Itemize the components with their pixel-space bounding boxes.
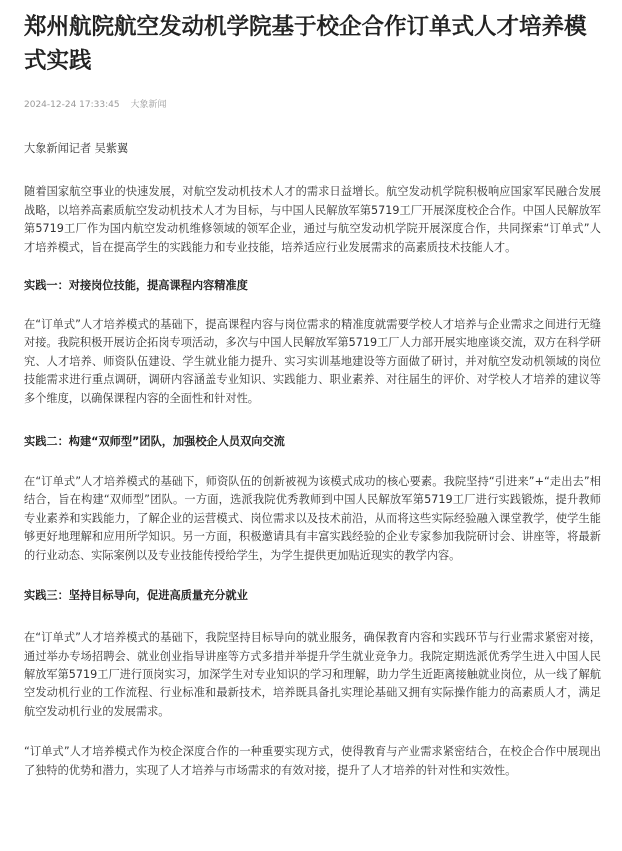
closing-paragraph: “订单式”人才培养模式作为校企深度合作的一种重要实现方式，使得教育与产业需求紧密结合，在校企合作中展现出了独特的优势和潜力，实现了人才培养与市场需求的有效对接，提升了人才培养的针对性和实效性。: [24, 745, 601, 777]
section-heading-2: 实践二：构建“双师型”团队，加强校企人员双向交流: [24, 435, 285, 449]
intro-paragraph: 随着国家航空事业的快速发展，对航空发动机技术人才的需求日益增长。航空发动机学院积极响应国家军民融合发展战略，以培养高素质航空发动机技术人才为目标，与中国人民解放军第5719工厂开展深度校企合作。中国人民解放军第5719工厂作为国内航空发动机维修领域的领军企业，通过与航空发动机学院开展深度合作，共同探索“订单式”人才培养模式，旨在提高学生的实践能力和专业技能，培养适应行业发展需求的高素质技术技能人才。: [24, 185, 601, 254]
section-heading-3: 实践三：坚持目标导向，促进高质量充分就业: [24, 589, 248, 603]
section-body-2: 在“订单式”人才培养模式的基础下，师资队伍的创新被视为该模式成功的核心要素。我院坚持“引进来”+“走出去”相结合，旨在构建“双师型”团队。一方面，选派我院优秀教师到中国人民解放军第5719工厂进行实践锻炼，提升教师专业素养和实践能力，了解企业的运营模式、岗位需求以及技术前沿，从而将这些实际经验融入课堂教学，使学生能够更好地理解和应用所学知识。另一方面，积极邀请具有丰富实践经验的企业专家参加我院研讨会、讲座等，将最新的行业动态、实际案例以及专业技能传授给学生，为学生提供更加贴近现实的教学内容。: [24, 475, 601, 562]
article-meta: [24, 98, 601, 112]
section-body-1: 在“订单式”人才培养模式的基础下，提高课程内容与岗位需求的精准度就需要学校人才培养与企业需求之间进行无缝对接。我院积极开展访企拓岗专项活动，多次与中国人民解放军第5719工厂人力部开展实地座谈交流，双方在科学研究、人才培养、师资队伍建设、学生就业能力提升、实习实训基地建设等方面做了研讨，并对航空发动机领域的岗位技能需求进行重点调研，调研内容涵盖专业知识、实践能力、职业素养、对往届生的评价、对学校人才培养的建议等多个维度，以确保课程内容的全面性和针对性。: [24, 318, 601, 405]
section-heading-1: 实践一：对接岗位技能，提高课程内容精准度: [24, 279, 248, 293]
source-name: 大象新闻: [130, 100, 167, 110]
section-body-3: 在“订单式”人才培养模式的基础下，我院坚持目标导向的就业服务，确保教育内容和实践环节与行业需求紧密对接，通过举办专场招聘会、就业创业指导讲座等方式多措并举提升学生就业竞争力。我院定期选派优秀学生进入中国人民解放军第5719工厂进行顶岗实习，加深学生对专业知识的学习和理解，助力学生近距离接触就业岗位，从一线了解航空发动机行业的工作流程、行业标准和最新技术，培养既具备扎实理论基础又拥有实际操作能力的高素质人才，满足航空发动机行业的发展需求。: [24, 631, 601, 718]
publish-timestamp: 2024-12-24 17:33:45: [24, 100, 120, 110]
byline: 大象新闻记者 吴紫翼: [24, 142, 129, 155]
article-title: 郑州航院航空发动机学院基于校企合作订单式人才培养模式实践: [24, 14, 587, 74]
